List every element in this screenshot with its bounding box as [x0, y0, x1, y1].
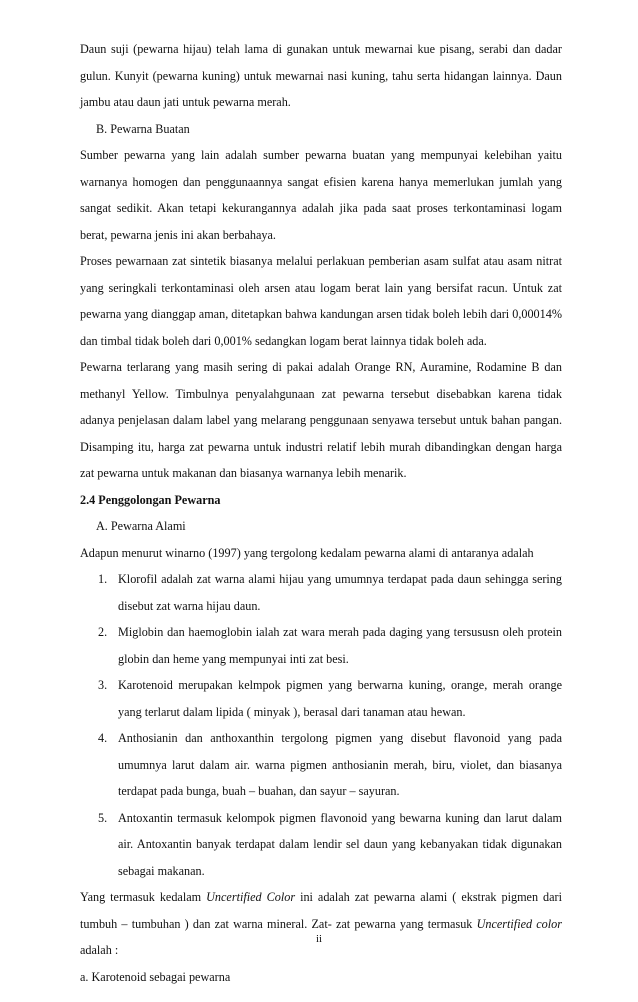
section-heading: 2.4 Penggolongan Pewarna [80, 492, 221, 507]
list-item: 2. Miglobin dan haemoglobin ialah zat wara merah pada daging yang tersususn oleh protein globin dan heme yang mempunyai inti zat besi. [98, 625, 562, 666]
paragraph-synthetic-process: Proses pewarnaan zat sintetik biasanya melalui perlakuan pemberian asam sulfat atau asam nitrat yang seringkali terkontaminasi oleh arsen atau logam berat lain yang bersifat racun. Untuk zat pewarna yang dianggap aman, ditetapkan bahwa kandungan arsen tidak boleh lebih dari 0,00014% dan timbal tidak boleh dari 0,001% sedangkan logam berat lainnya tidak boleh ada. [80, 254, 562, 348]
list-item: 4. Anthosianin dan anthoxanthin tergolong pigmen yang disebut flavonoid yang pada umumnya larut dalam air. warna pigmen anthosianin merah, biru, violet, dan biasanya terdapat pada bunga, buah – buahan, dan sayur – sayuran. [98, 731, 562, 798]
document-page [80, 36, 562, 990]
paragraph-uncertified-color: Yang termasuk kedalam Uncertified Color ini adalah zat pewarna alami ( ekstrak pigmen dari tumbuh – tumbuhan ) dan zat warna mineral. Zat- zat pewarna yang termasuk Uncertified color adalah : [80, 890, 562, 957]
subheading-natural-dyes: A. Pewarna Alami [96, 519, 186, 533]
page-number: ii [315, 933, 323, 945]
list-intro: Adapun menurut winarno (1997) yang tergolong kedalam pewarna alami di antaranya adalah [80, 545, 534, 560]
list-item: 3. Karotenoid merupakan kelmpok pigmen yang berwarna kuning, orange, merah orange yang terlarut dalam lipida ( minyak ), berasal dari tanaman atau hewan. [98, 678, 562, 719]
list-item: 1. Klorofil adalah zat warna alami hijau yang umumnya terdapat pada daun sehingga sering disebut zat warna hijau daun. [98, 572, 562, 613]
subheading-synthetic-dyes: B. Pewarna Buatan [96, 121, 190, 136]
paragraph-natural-dyes: Daun suji (pewarna hijau) telah lama di gunakan untuk mewarnai kue pisang, serabi dan dadar gulun. Kunyit (pewarna kuning) untuk mewarnai nasi kuning, tahu serta hidangan lainnya. Daun jambu atau daun jati untuk pewarna merah. [80, 42, 562, 109]
paragraph-synthetic-sources: Sumber pewarna yang lain adalah sumber pewarna buatan yang mempunyai kelebihan yaitu warnanya homogen dan penggunaannya sangat efisien karena hanya memerlukan jumlah yang sangat sedikit. Akan tetapi kekurangannya adalah jika pada saat proses terkontaminasi logam berat, pewarna jenis ini akan berbahaya. [80, 148, 562, 242]
paragraph-banned-dyes: Pewarna terlarang yang masih sering di pakai adalah Orange RN, Auramine, Rodamine B dan methanyl Yellow. Timbulnya penyalahgunaan zat pewarna tersebut disebabkan karena tidak adanya penjelasan dalam label yang melarang penggunaan senyawa tersebut untuk bahan pangan. Disamping itu, harga zat pewarna untuk industri relatif lebih murah dibandingkan dengan harga zat pewarna untuk makanan dan biasanya warnanya lebih menarik. [80, 360, 562, 480]
alpha-list-item: a. Karotenoid sebagai pewarna [80, 969, 231, 984]
list-item: 5. Antoxantin termasuk kelompok pigmen flavonoid yang bewarna kuning dan larut dalam air. Antoxantin banyak terdapat dalam lendir sel daun yang kebanyakan tidak digunakan sebagai makanan. [98, 810, 562, 878]
natural-pigment-list [80, 566, 562, 884]
